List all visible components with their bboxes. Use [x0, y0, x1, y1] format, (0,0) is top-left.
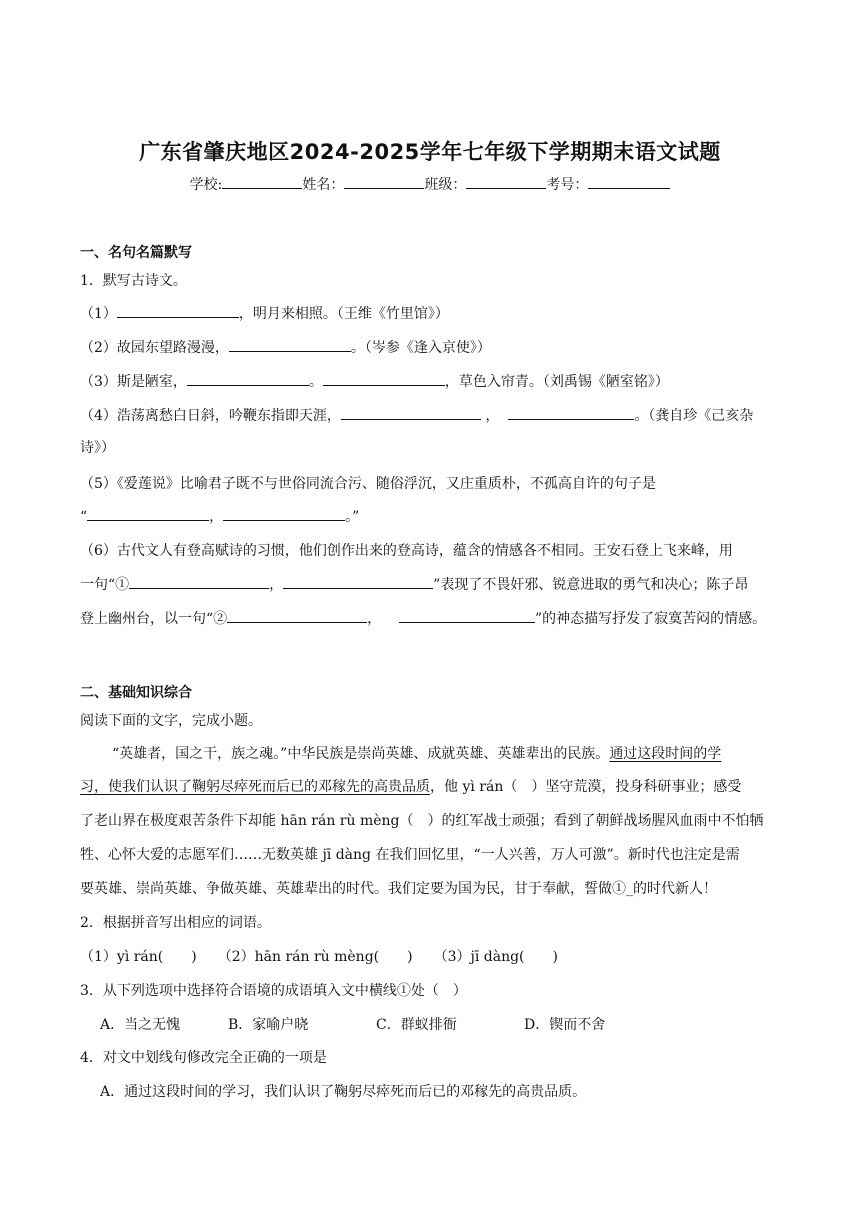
name-label: 姓名：	[302, 177, 345, 193]
q1-3-blank-1[interactable]	[187, 373, 309, 386]
name-blank[interactable]	[344, 176, 424, 189]
question-1-6-line2	[80, 574, 748, 594]
q1-5-blank-2[interactable]	[223, 508, 345, 521]
question-1-4	[80, 405, 753, 425]
passage-line-3: 了老山界在极度艰苦条件下却能 hān rán rù mèng（ ）的红军战士顽强；看到了朝鲜战场腥风血雨中不怕牺	[80, 813, 764, 829]
number-blank[interactable]	[588, 176, 670, 189]
question-1-2	[80, 337, 491, 357]
q1-6-blank-3[interactable]	[227, 610, 367, 623]
q1-5-blank-1[interactable]	[87, 508, 209, 521]
class-label: 班级：	[424, 177, 467, 193]
passage-line-2	[80, 776, 741, 796]
q1-4-blank-1[interactable]	[341, 407, 481, 420]
q4-option-a[interactable]: A．通过这段时间的学习，我们认识了鞠躬尽瘁死而后已的邓稼先的高贵品质。	[100, 1084, 587, 1100]
question-2-title: 2．根据拼音写出相应的词语。	[80, 915, 271, 931]
q1-3-prefix: （3）斯是陋室，	[80, 374, 187, 390]
question-1-5-answer	[80, 506, 359, 526]
q1-6-prefix: 一句“①	[80, 577, 130, 593]
question-1-title: 1．默写古诗文。	[80, 273, 187, 289]
q1-3-mid: 。	[308, 374, 323, 390]
q1-6-blank-1[interactable]	[129, 576, 269, 589]
q1-6-mid: ，	[269, 577, 284, 593]
underlined-sentence-part-1: 通过这段时间的学	[609, 746, 722, 762]
q1-6-blank-4[interactable]	[399, 610, 535, 623]
q1-6-blank-2[interactable]	[283, 576, 433, 589]
passage-line-2-text: ，他 yì rán（ ）坚守荒漠，投身科研事业；感受	[430, 779, 742, 795]
question-1-5: （5）《爱莲说》比喻君子既不与世俗同流合污、随俗浮沉，又庄重质朴，不孤高自许的句子是	[80, 476, 656, 492]
q1-6-suffix-2: ”的神态描写抒发了寂寞苦闷的情感。	[534, 611, 767, 627]
q1-1-blank[interactable]	[117, 305, 239, 318]
question-1-4-cont: 诗》）	[80, 440, 115, 456]
section-1-heading: 一、名句名篇默写	[80, 245, 192, 261]
passage-line-1	[80, 743, 721, 763]
q1-2-blank[interactable]	[229, 339, 351, 352]
question-1-6: （6）古代文人有登高赋诗的习惯，他们创作出来的登高诗，蕴含的情感各不相同。王安石登上飞来峰，用	[80, 543, 733, 559]
q1-1-suffix: ，明月来相照。（王维《竹里馆》）	[238, 306, 449, 322]
question-1-1	[80, 303, 449, 323]
passage-line-5: 要英雄、崇尚英雄、争做英雄、英雄辈出的时代。我们定要为国为民，甘于奉献，誓做①_的时代新人！	[80, 881, 717, 897]
number-label: 考号：	[546, 177, 589, 193]
section-2-heading: 二、基础知识综合	[80, 685, 192, 701]
q3-option-d[interactable]: D．锲而不舍	[524, 1017, 606, 1033]
q1-5-mid: ，	[209, 509, 224, 525]
q1-6-prefix-2: 登上幽州台，以一句“②	[80, 611, 228, 627]
q3-option-a[interactable]: A．当之无愧	[100, 1017, 181, 1033]
q1-2-prefix: （2）故园东望路漫漫，	[80, 340, 229, 356]
underlined-sentence-part-2: 习，使我们认识了鞠躬尽瘁死而后已的邓稼先的高贵品质	[80, 779, 430, 795]
question-3-title: 3．从下列选项中选择符合语境的成语填入文中横线①处（ ）	[80, 983, 467, 999]
q3-option-c[interactable]: C．群蚁排衙	[376, 1017, 457, 1033]
q1-5-close: 。”	[345, 509, 360, 525]
exam-title: 广东省肇庆地区2024-2025学年七年级下学期期末语文试题	[139, 140, 721, 164]
q1-4-prefix: （4）浩荡离愁白日斜，吟鞭东指即天涯，	[80, 408, 341, 424]
question-1-3	[80, 371, 669, 391]
school-label: 学校:	[189, 177, 223, 193]
q1-2-suffix: 。（岑参《逢入京使》）	[350, 340, 491, 356]
school-blank[interactable]	[222, 176, 302, 189]
q3-option-b[interactable]: B．家喻户晓	[228, 1017, 309, 1033]
question-3-options	[100, 1014, 605, 1034]
question-4-title: 4．对文中划线句修改完全正确的一项是	[80, 1050, 327, 1066]
passage-line-1-text: “英雄者，国之干，族之魂。”中华民族是崇尚英雄、成就英雄、英雄辈出的民族。	[112, 746, 610, 762]
q1-6-suffix: ”表现了不畏奸邪、锐意进取的勇气和决心；陈子昂	[433, 577, 749, 593]
student-info-line	[0, 174, 860, 194]
section-2-intro: 阅读下面的文字，完成小题。	[80, 713, 262, 729]
q1-3-blank-2[interactable]	[323, 373, 445, 386]
q1-6-mid-2: ，	[367, 611, 382, 627]
q1-4-suffix: 。（龚自珍《己亥杂	[634, 408, 754, 424]
q1-5-open-quote: “	[80, 509, 88, 525]
class-blank[interactable]	[466, 176, 546, 189]
question-2-options: （1）yì rán( ) （2）hān rán rù mèng( ) （3）jī dàng( )	[80, 949, 558, 965]
q1-4-blank-2[interactable]	[508, 407, 634, 420]
q1-4-mid: ，	[480, 408, 500, 424]
q1-1-prefix: （1）	[80, 306, 117, 322]
q1-3-suffix: ，草色入帘青。（刘禹锡《陋室铭》）	[444, 374, 669, 390]
question-1-6-line3	[80, 608, 766, 628]
passage-line-4: 牲、心怀大爱的志愿军们……无数英雄 jī dàng 在我们回忆里，“一人兴善，万人可激”。新时代也注定是需	[80, 847, 740, 863]
